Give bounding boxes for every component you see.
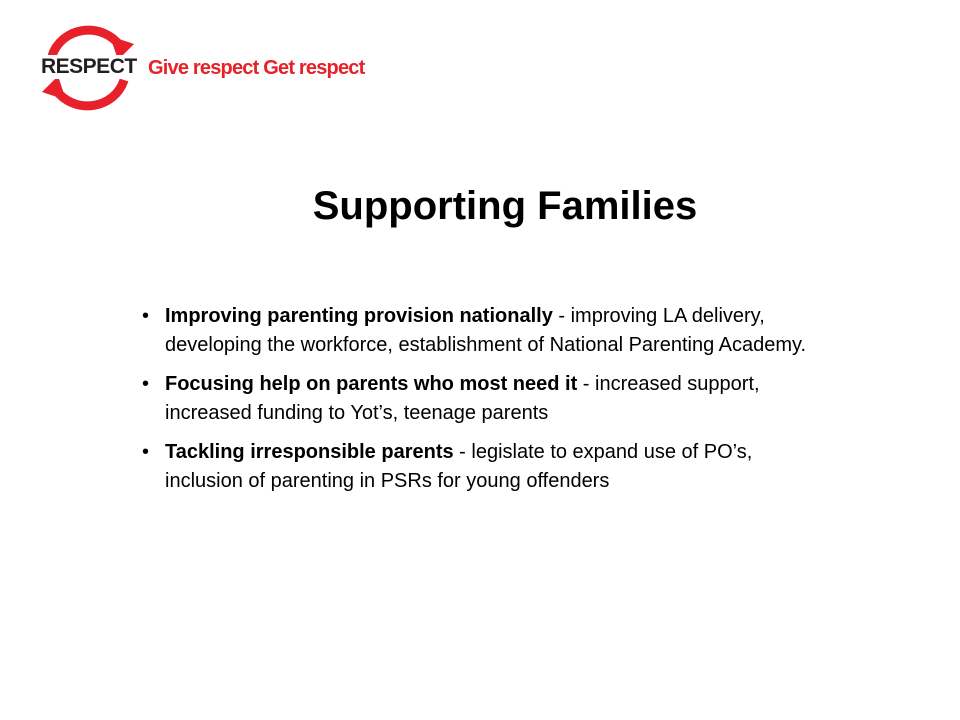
bullet-item [140, 302, 820, 360]
logo-tagline [148, 56, 364, 80]
slide-title: Supporting Families [312, 184, 698, 228]
bullet-list [140, 302, 820, 506]
bullet-text: - improving LA delivery, developing the workforce, establishment of National Parenting Academy. [165, 305, 807, 356]
bullet-text: - legislate to expand use of PO’s, inclusion of parenting in PSRs for young offenders [165, 441, 753, 492]
bullet-heading: Tackling irresponsible parents [165, 441, 454, 463]
logo-wordmark: RESPECT [41, 55, 137, 78]
bullet-heading: Improving parenting provision nationally [165, 305, 553, 327]
bullet-dot: • [142, 305, 150, 327]
bullet-item [140, 370, 820, 428]
tagline-give: Give respect [148, 57, 264, 79]
bullet-dot: • [142, 441, 150, 463]
bullet-text: - increased support, increased funding to Yot’s, teenage parents [165, 373, 760, 424]
bullet-heading: Focusing help on parents who most need it [165, 373, 578, 395]
tagline-get: Get respect [263, 57, 365, 79]
respect-logo [38, 22, 378, 112]
bullet-item [140, 438, 820, 496]
bullet-dot: • [142, 373, 150, 395]
